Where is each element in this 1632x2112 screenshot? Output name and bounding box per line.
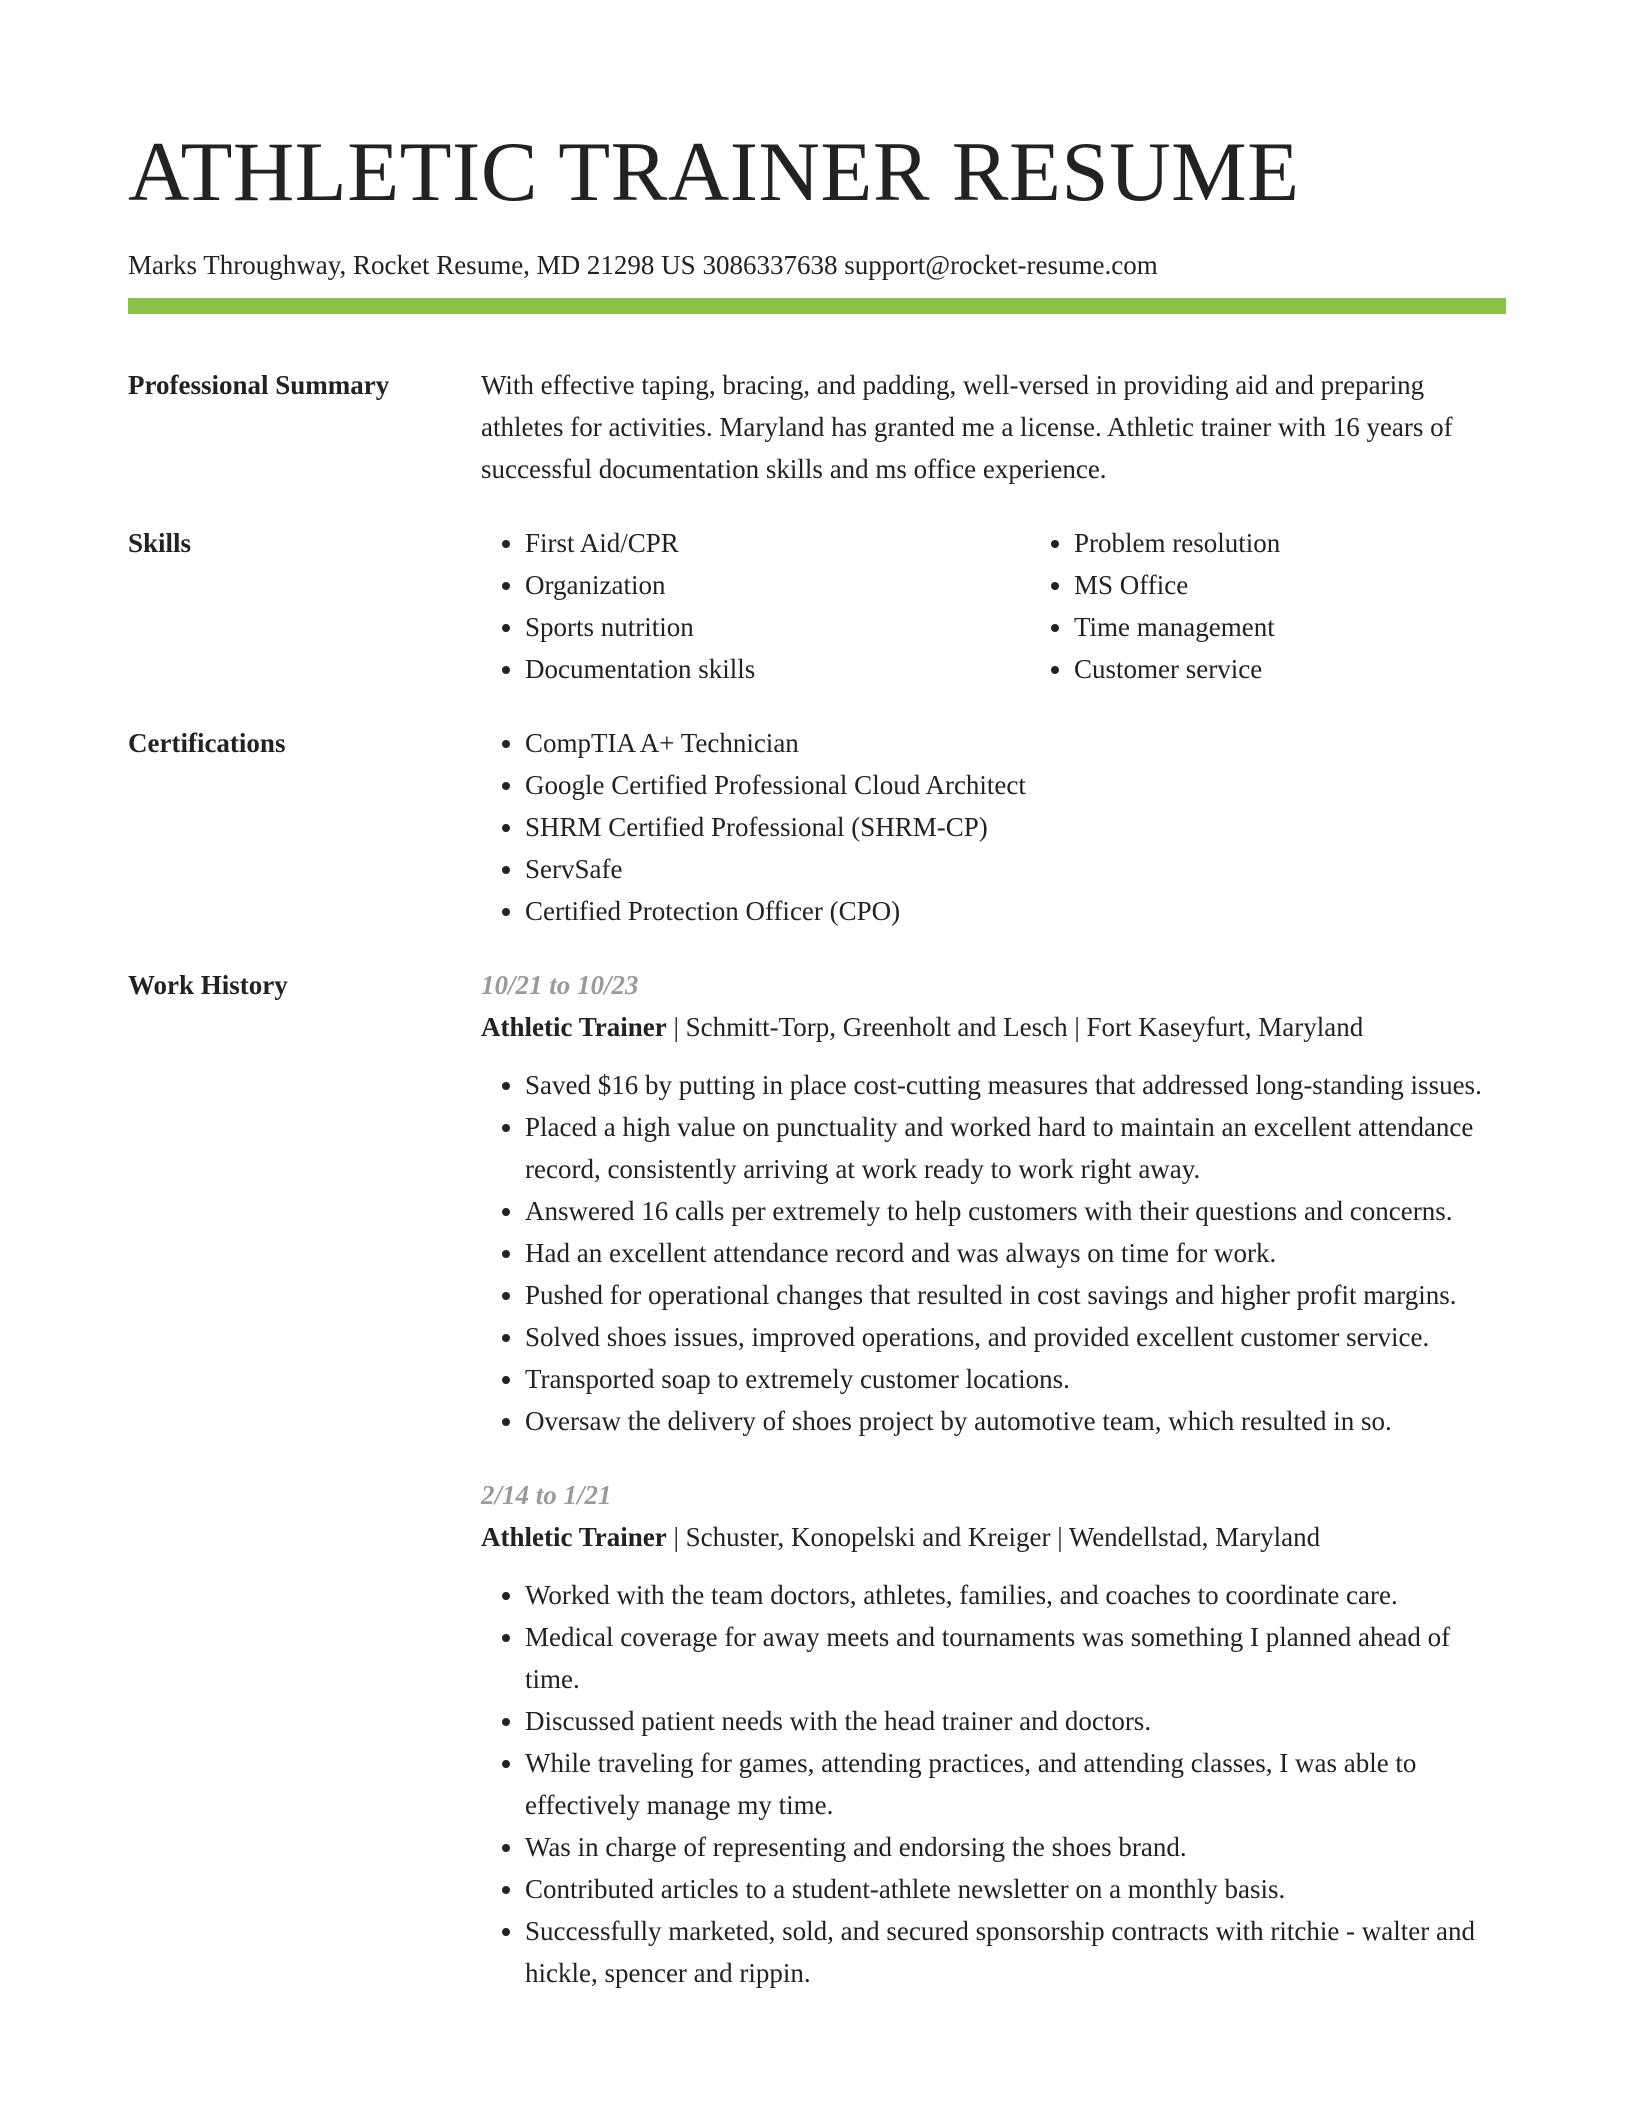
certifications-body xyxy=(481,722,1506,932)
skills-column-2 xyxy=(1030,522,1579,690)
professional-summary-section xyxy=(128,364,1506,490)
skill-item: • MS Office xyxy=(1074,564,1579,606)
job-employer-location: | Schuster, Konopelski and Kreiger | Wendellstad, Maryland xyxy=(666,1522,1321,1552)
certification-item: • Certified Protection Officer (CPO) xyxy=(525,890,1506,932)
job-title: Athletic Trainer xyxy=(481,1012,667,1042)
job-title: Athletic Trainer xyxy=(481,1522,667,1552)
resume-title: ATHLETIC TRAINER RESUME xyxy=(128,125,1300,219)
certification-item: • CompTIA A+ Technician xyxy=(525,722,1506,764)
job-duty-item: • Was in charge of representing and endorsing the shoes brand. xyxy=(525,1826,1506,1868)
job-duty-item: • Solved shoes issues, improved operations, and provided excellent customer service. xyxy=(525,1316,1506,1358)
job-duty-item: • Answered 16 calls per extremely to help customers with their questions and concerns. xyxy=(525,1190,1506,1232)
skill-item: • Customer service xyxy=(1074,648,1579,690)
certifications-section xyxy=(128,722,1506,932)
job-duty-item: • Successfully marketed, sold, and secured sponsorship contracts with ritchie - walter and hickle, spencer and rippin. xyxy=(525,1910,1506,1994)
job-duty-item: • Medical coverage for away meets and tournaments was something I planned ahead of time. xyxy=(525,1616,1506,1700)
section-label-skills: Skills xyxy=(128,528,192,558)
skill-item: • First Aid/CPR xyxy=(525,522,1030,564)
header-divider xyxy=(128,298,1506,314)
skill-item: • Sports nutrition xyxy=(525,606,1030,648)
job-duty-item: • Pushed for operational changes that resulted in cost savings and higher profit margins. xyxy=(525,1274,1506,1316)
skills-column-1 xyxy=(481,522,1030,690)
section-label-certifications: Certifications xyxy=(128,728,286,758)
skill-item: • Time management xyxy=(1074,606,1579,648)
job-dates: 2/14 to 1/21 xyxy=(481,1480,612,1510)
job-duty-item: • Worked with the team doctors, athletes, families, and coaches to coordinate care. xyxy=(525,1574,1506,1616)
job-duty-item: • Saved $16 by putting in place cost-cutting measures that addressed long-standing issues. xyxy=(525,1064,1506,1106)
contact-line: Marks Throughway, Rocket Resume, MD 21298 US 3086337638 support@rocket-resume.com xyxy=(128,250,1158,280)
job-duty-item: • While traveling for games, attending practices, and attending classes, I was able to effectively manage my time. xyxy=(525,1742,1506,1826)
skills-grid xyxy=(481,522,1579,690)
job-dates: 10/21 to 10/23 xyxy=(481,970,639,1000)
skill-item: • Organization xyxy=(525,564,1030,606)
certification-item: • ServSafe xyxy=(525,848,1506,890)
job-heading xyxy=(481,1006,1506,1048)
job-entry xyxy=(481,1474,1506,1994)
job-duty-item: • Transported soap to extremely customer locations. xyxy=(525,1358,1506,1400)
certification-item: • Google Certified Professional Cloud Architect xyxy=(525,764,1506,806)
job-entry xyxy=(481,964,1506,1442)
job-duty-item: • Placed a high value on punctuality and worked hard to maintain an excellent attendance record, consistently arriving at work ready to work right away. xyxy=(525,1106,1506,1190)
certification-item: • SHRM Certified Professional (SHRM-CP) xyxy=(525,806,1506,848)
resume-page xyxy=(128,122,1506,1994)
skills-section xyxy=(128,522,1506,690)
job-duty-item: • Oversaw the delivery of shoes project by automotive team, which resulted in so. xyxy=(525,1400,1506,1442)
summary-text: With effective taping, bracing, and padding, well-versed in providing aid and preparing athletes for activities. Maryland has granted me a license. Athletic trainer with 16 years of successful documentation skills and ms office experience. xyxy=(481,370,1453,484)
job-heading xyxy=(481,1516,1506,1558)
job-duty-item: • Contributed articles to a student-athlete newsletter on a monthly basis. xyxy=(525,1868,1506,1910)
section-label-work-history: Work History xyxy=(128,970,288,1000)
skill-item: • Documentation skills xyxy=(525,648,1030,690)
work-history-body xyxy=(481,964,1506,1994)
job-duty-item: • Discussed patient needs with the head trainer and doctors. xyxy=(525,1700,1506,1742)
skills-body xyxy=(481,522,1579,690)
work-history-section xyxy=(128,964,1506,1994)
job-duties-list xyxy=(481,1574,1506,1994)
job-employer-location: | Schmitt-Torp, Greenholt and Lesch | Fort Kaseyfurt, Maryland xyxy=(666,1012,1364,1042)
job-duty-item: • Had an excellent attendance record and was always on time for work. xyxy=(525,1232,1506,1274)
skill-item: • Problem resolution xyxy=(1074,522,1579,564)
job-duties-list xyxy=(481,1064,1506,1442)
section-label-summary: Professional Summary xyxy=(128,370,390,400)
certifications-list xyxy=(481,722,1506,932)
